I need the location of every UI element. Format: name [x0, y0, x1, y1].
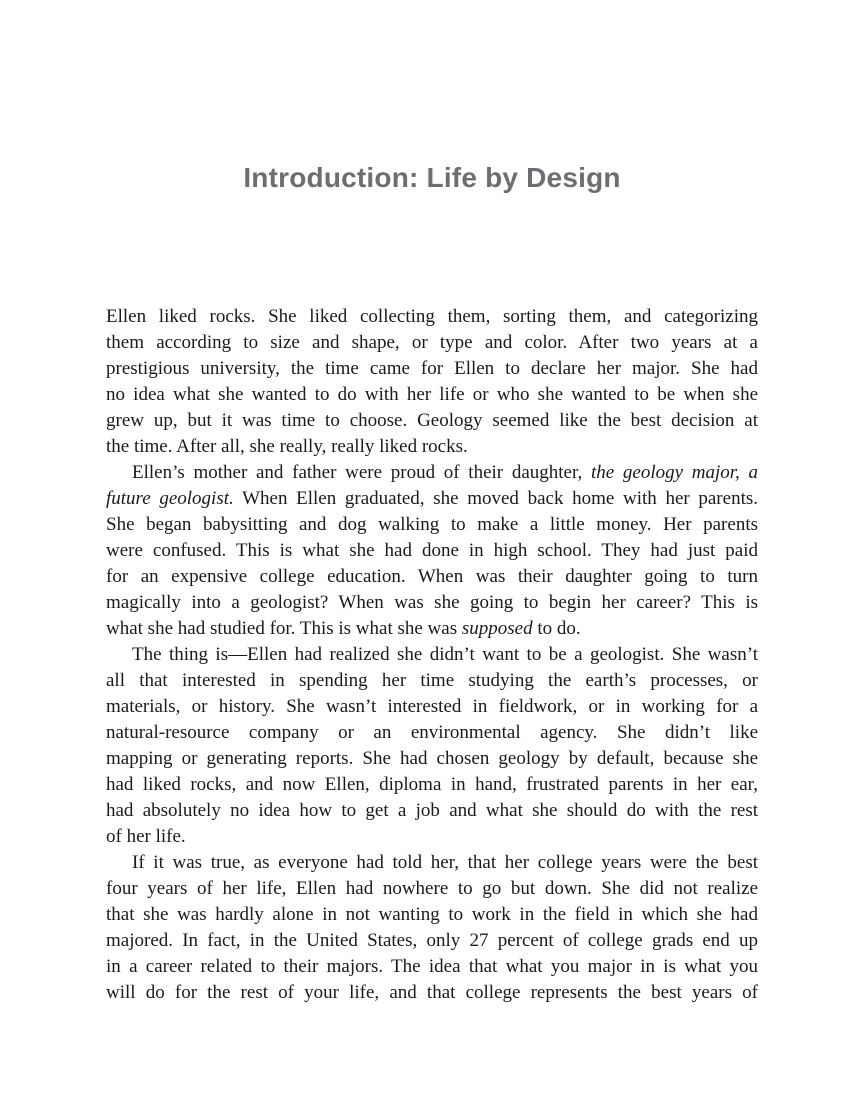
- paragraph: [106, 460, 758, 642]
- text-segment: future geologist.: [106, 488, 234, 509]
- text-segment: If it was true, as everyone had told her, that her college years were the best: [132, 852, 758, 873]
- text-segment: will do for the rest of your life, and that college represents the best years of: [106, 982, 758, 1003]
- text-line: [106, 382, 758, 408]
- text-segment: She began babysitting and dog walking to make a little money. Her parents: [106, 514, 758, 535]
- text-segment: prestigious university, the time came for Ellen to declare her major. She had: [106, 358, 758, 379]
- paragraph: [106, 850, 758, 1006]
- text-line: [106, 980, 758, 1006]
- text-segment: supposed: [461, 618, 533, 639]
- text-segment: were confused. This is what she had done in high school. They had just paid: [106, 540, 758, 561]
- text-line: [106, 694, 758, 720]
- text-line: [106, 434, 758, 460]
- text-line: [106, 356, 758, 382]
- text-segment: materials, or history. She wasn’t interested in fieldwork, or in working for a: [106, 696, 758, 717]
- text-line: [106, 798, 758, 824]
- text-line: [106, 954, 758, 980]
- text-line: [106, 408, 758, 434]
- text-line: [106, 928, 758, 954]
- text-line: [106, 720, 758, 746]
- text-line: [106, 616, 758, 642]
- text-segment: magically into a geologist? When was she going to begin her career? This is: [106, 592, 758, 613]
- text-line: [106, 902, 758, 928]
- text-segment: had absolutely no idea how to get a job and what she should do with the rest: [106, 800, 758, 821]
- text-segment: majored. In fact, in the United States, only 27 percent of college grads end up: [106, 930, 758, 951]
- page-body: [106, 304, 758, 1006]
- text-line: [106, 590, 758, 616]
- text-line: [106, 668, 758, 694]
- text-line: [106, 824, 758, 850]
- text-segment: no idea what she wanted to do with her life or who she wanted to be when she: [106, 384, 758, 405]
- text-segment: in a career related to their majors. The idea that what you major in is what you: [106, 956, 758, 977]
- text-line: [106, 772, 758, 798]
- text-line: [106, 564, 758, 590]
- text-segment: When Ellen graduated, she moved back home with her parents.: [233, 488, 758, 509]
- text-line: [106, 538, 758, 564]
- text-line: [106, 876, 758, 902]
- text-segment: Ellen liked rocks. She liked collecting them, sorting them, and categorizing: [106, 306, 758, 327]
- text-line: [106, 460, 758, 486]
- text-line: [106, 512, 758, 538]
- text-line: [106, 330, 758, 356]
- text-line: [106, 850, 758, 876]
- text-segment: natural-resource company or an environmental agency. She didn’t like: [106, 722, 758, 743]
- text-segment: mapping or generating reports. She had chosen geology by default, because she: [106, 748, 758, 769]
- text-segment: Ellen’s mother and father were proud of their daughter,: [132, 462, 591, 483]
- text-segment: of her life.: [106, 826, 186, 847]
- text-line: [106, 304, 758, 330]
- text-segment: the geology major, a: [590, 462, 758, 483]
- text-line: [106, 486, 758, 512]
- paragraph: [106, 304, 758, 460]
- text-segment: to do.: [532, 618, 581, 639]
- text-line: [106, 746, 758, 772]
- text-segment: four years of her life, Ellen had nowhere to go but down. She did not realize: [106, 878, 758, 899]
- text-segment: all that interested in spending her time studying the earth’s processes, or: [106, 670, 758, 691]
- text-segment: for an expensive college education. When was their daughter going to turn: [106, 566, 758, 587]
- text-segment: grew up, but it was time to choose. Geology seemed like the best decision at: [106, 410, 758, 431]
- text-segment: them according to size and shape, or type and color. After two years at a: [106, 332, 758, 353]
- paragraph: [106, 642, 758, 850]
- text-line: [106, 642, 758, 668]
- chapter-title: Introduction: Life by Design: [243, 162, 621, 193]
- text-segment: the time. After all, she really, really liked rocks.: [106, 436, 468, 457]
- text-segment: had liked rocks, and now Ellen, diploma in hand, frustrated parents in her ear,: [106, 774, 758, 795]
- text-segment: what she had studied for. This is what she was: [106, 618, 462, 639]
- text-segment: The thing is—Ellen had realized she didn’t want to be a geologist. She wasn’t: [132, 644, 758, 665]
- text-segment: that she was hardly alone in not wanting to work in the field in which she had: [106, 904, 758, 925]
